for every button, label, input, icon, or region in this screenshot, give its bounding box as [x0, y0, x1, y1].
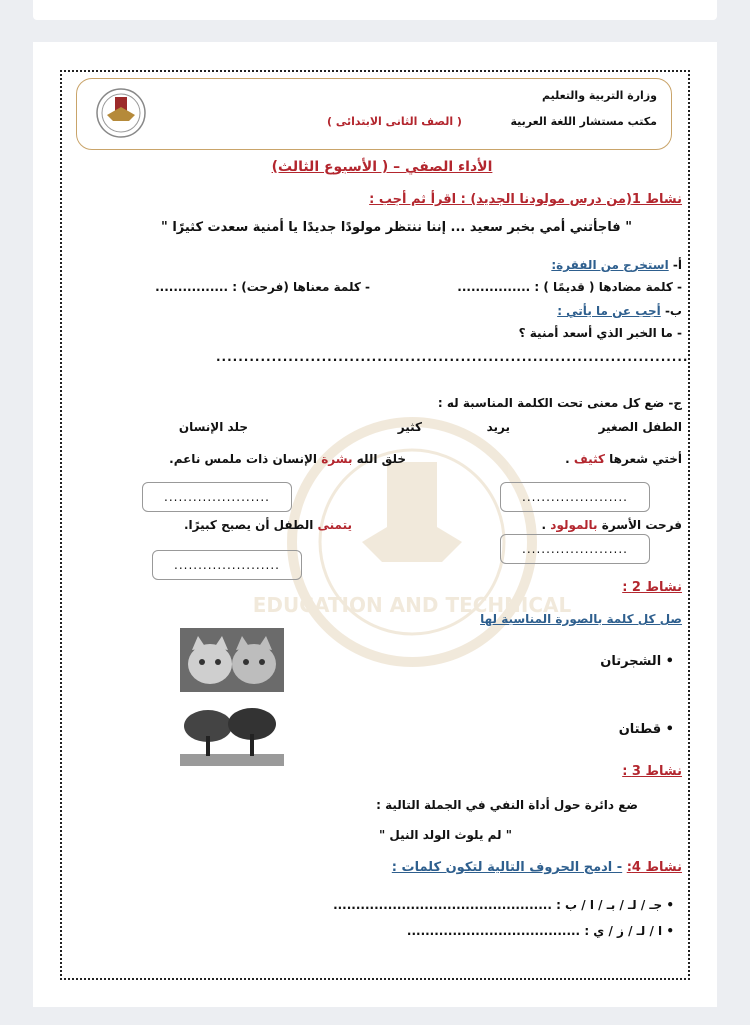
- worksheet-frame: [60, 70, 690, 980]
- activity1-heading: [369, 192, 682, 207]
- ministry-name: وزارة التربية والتعليم: [542, 89, 657, 102]
- worksheet-title: الأداء الصفي – ( الأسبوع الثالث): [271, 159, 493, 175]
- activity1-quote: " فاجأتني أمي بخبر سعيد ... إننا ننتظر مولودًا جديدًا يا أمنية سعدت كثيرًا ": [161, 220, 632, 235]
- part-b-letter: ب-: [664, 304, 682, 318]
- part-c-sentence-3: [542, 518, 682, 532]
- worksheet-page: [33, 42, 717, 1007]
- part-c-option-3: كثير: [397, 420, 422, 434]
- answer-box-1[interactable]: ......................: [500, 482, 650, 512]
- part-b-title: أجب عن ما يأتي :: [557, 304, 661, 318]
- activity2-word-2-text: قطتان: [618, 722, 662, 737]
- sentence-1-text: أختي شعرها: [604, 452, 682, 466]
- sentence-2-word: بشرة: [321, 452, 353, 466]
- sentence-3-word: بالمولود: [550, 518, 598, 532]
- activity4-item-2: • ا / لـ / ز / ي : ......................................: [406, 924, 674, 938]
- activity4-label: نشاط 4:: [626, 860, 682, 875]
- two-cats-image: [180, 628, 284, 692]
- answer-box-3[interactable]: ......................: [500, 534, 650, 564]
- part-c-sentence-2: [169, 452, 406, 466]
- sentence-3-end: .: [541, 518, 551, 532]
- part-b-heading: [557, 304, 682, 318]
- answer-box-4[interactable]: ......................: [152, 550, 302, 580]
- sentence-2-end: الإنسان ذات ملمس ناعم.: [169, 452, 322, 466]
- activity2-instruction: صل كل كلمة بالصورة المناسبة لها: [480, 612, 682, 626]
- part-a-item1-blank: ................: [457, 280, 531, 294]
- sentence-4-word: يتمنى: [317, 518, 352, 532]
- part-c-option-2: يريد: [486, 420, 510, 434]
- part-a-title: استخرج من الفقرة:: [551, 258, 669, 272]
- activity2-label: نشاط 2 :: [622, 580, 682, 595]
- part-a-item2-blank: ................: [155, 280, 229, 294]
- activity3-label: نشاط 3 :: [622, 764, 682, 779]
- activity4-heading: [392, 860, 682, 875]
- part-b-answer-line: .....................................................................................: [216, 350, 689, 364]
- part-c-instruction: ج- ضع كل معنى تحت الكلمة المناسبة له :: [437, 396, 682, 410]
- part-a-letter: أ-: [672, 258, 682, 272]
- part-a-item1-text: - كلمة مضادها ( قديمًا ) :: [534, 280, 682, 294]
- activity3-sentence: " لم يلوث الولد النيل ": [378, 828, 512, 842]
- activity4-item-2-text: ا / لـ / ز / ي :: [584, 924, 663, 938]
- activity2-word-1-text: الشجرتان: [600, 654, 662, 669]
- answer-box-2[interactable]: ......................: [142, 482, 292, 512]
- activity4-item-1-blank[interactable]: ................................................: [333, 898, 552, 912]
- sentence-1-word: كثيف: [573, 452, 605, 466]
- activity4-item-1: • جـ / لـ / بـ / ا / ب : ................................................: [333, 898, 674, 912]
- activity2-word-1[interactable]: • الشجرتان: [600, 654, 674, 669]
- grade-label: ( الصف الثانى الابتدائى ): [327, 115, 462, 128]
- part-a-heading: [551, 258, 682, 272]
- activity2-heading: [622, 580, 682, 595]
- two-trees-image: [180, 702, 284, 766]
- part-a-item2-text: - كلمة معناها (فرحت) :: [232, 280, 370, 294]
- part-c-sentence-1: [565, 452, 682, 466]
- activity1-instruction: (من درس مولودنا الجديد) : اقرأ ثم أجب :: [369, 192, 632, 207]
- activity4-item-2-blank[interactable]: ......................................: [406, 924, 581, 938]
- sentence-3-text: فرحت الأسرة: [597, 518, 682, 532]
- part-b-question: - ما الخبر الذي أسعد أمنية ؟: [518, 326, 682, 340]
- activity1-label: نشاط 1: [631, 192, 682, 207]
- activity2-word-2[interactable]: • قطتان: [618, 722, 674, 737]
- sentence-1-end: .: [565, 452, 574, 466]
- part-c-sentence-4: [184, 518, 352, 532]
- part-c-option-4: جلد الإنسان: [178, 420, 248, 434]
- previous-page-edge: [33, 0, 717, 20]
- part-a-item1: [457, 280, 682, 294]
- ministry-logo: [95, 87, 147, 139]
- sentence-2-text: خلق الله: [352, 452, 406, 466]
- activity4-instruction: - ادمج الحروف التالية لتكون كلمات :: [391, 860, 623, 875]
- activity3-instruction: ضع دائرة حول أداة النفي في الجملة التالية :: [376, 798, 638, 812]
- activity3-heading: [622, 764, 682, 779]
- activity4-item-1-text: جـ / لـ / بـ / ا / ب :: [556, 898, 663, 912]
- office-name: مكتب مستشار اللغة العربية: [510, 115, 657, 128]
- part-a-item2: [155, 280, 370, 294]
- watermark-text: EDUCATION AND TECHNICAL: [252, 593, 572, 617]
- part-c-option-1: الطفل الصغير: [598, 420, 682, 434]
- header-box: [76, 78, 672, 150]
- sentence-4-text: الطفل أن يصبح كبيرًا.: [183, 518, 318, 532]
